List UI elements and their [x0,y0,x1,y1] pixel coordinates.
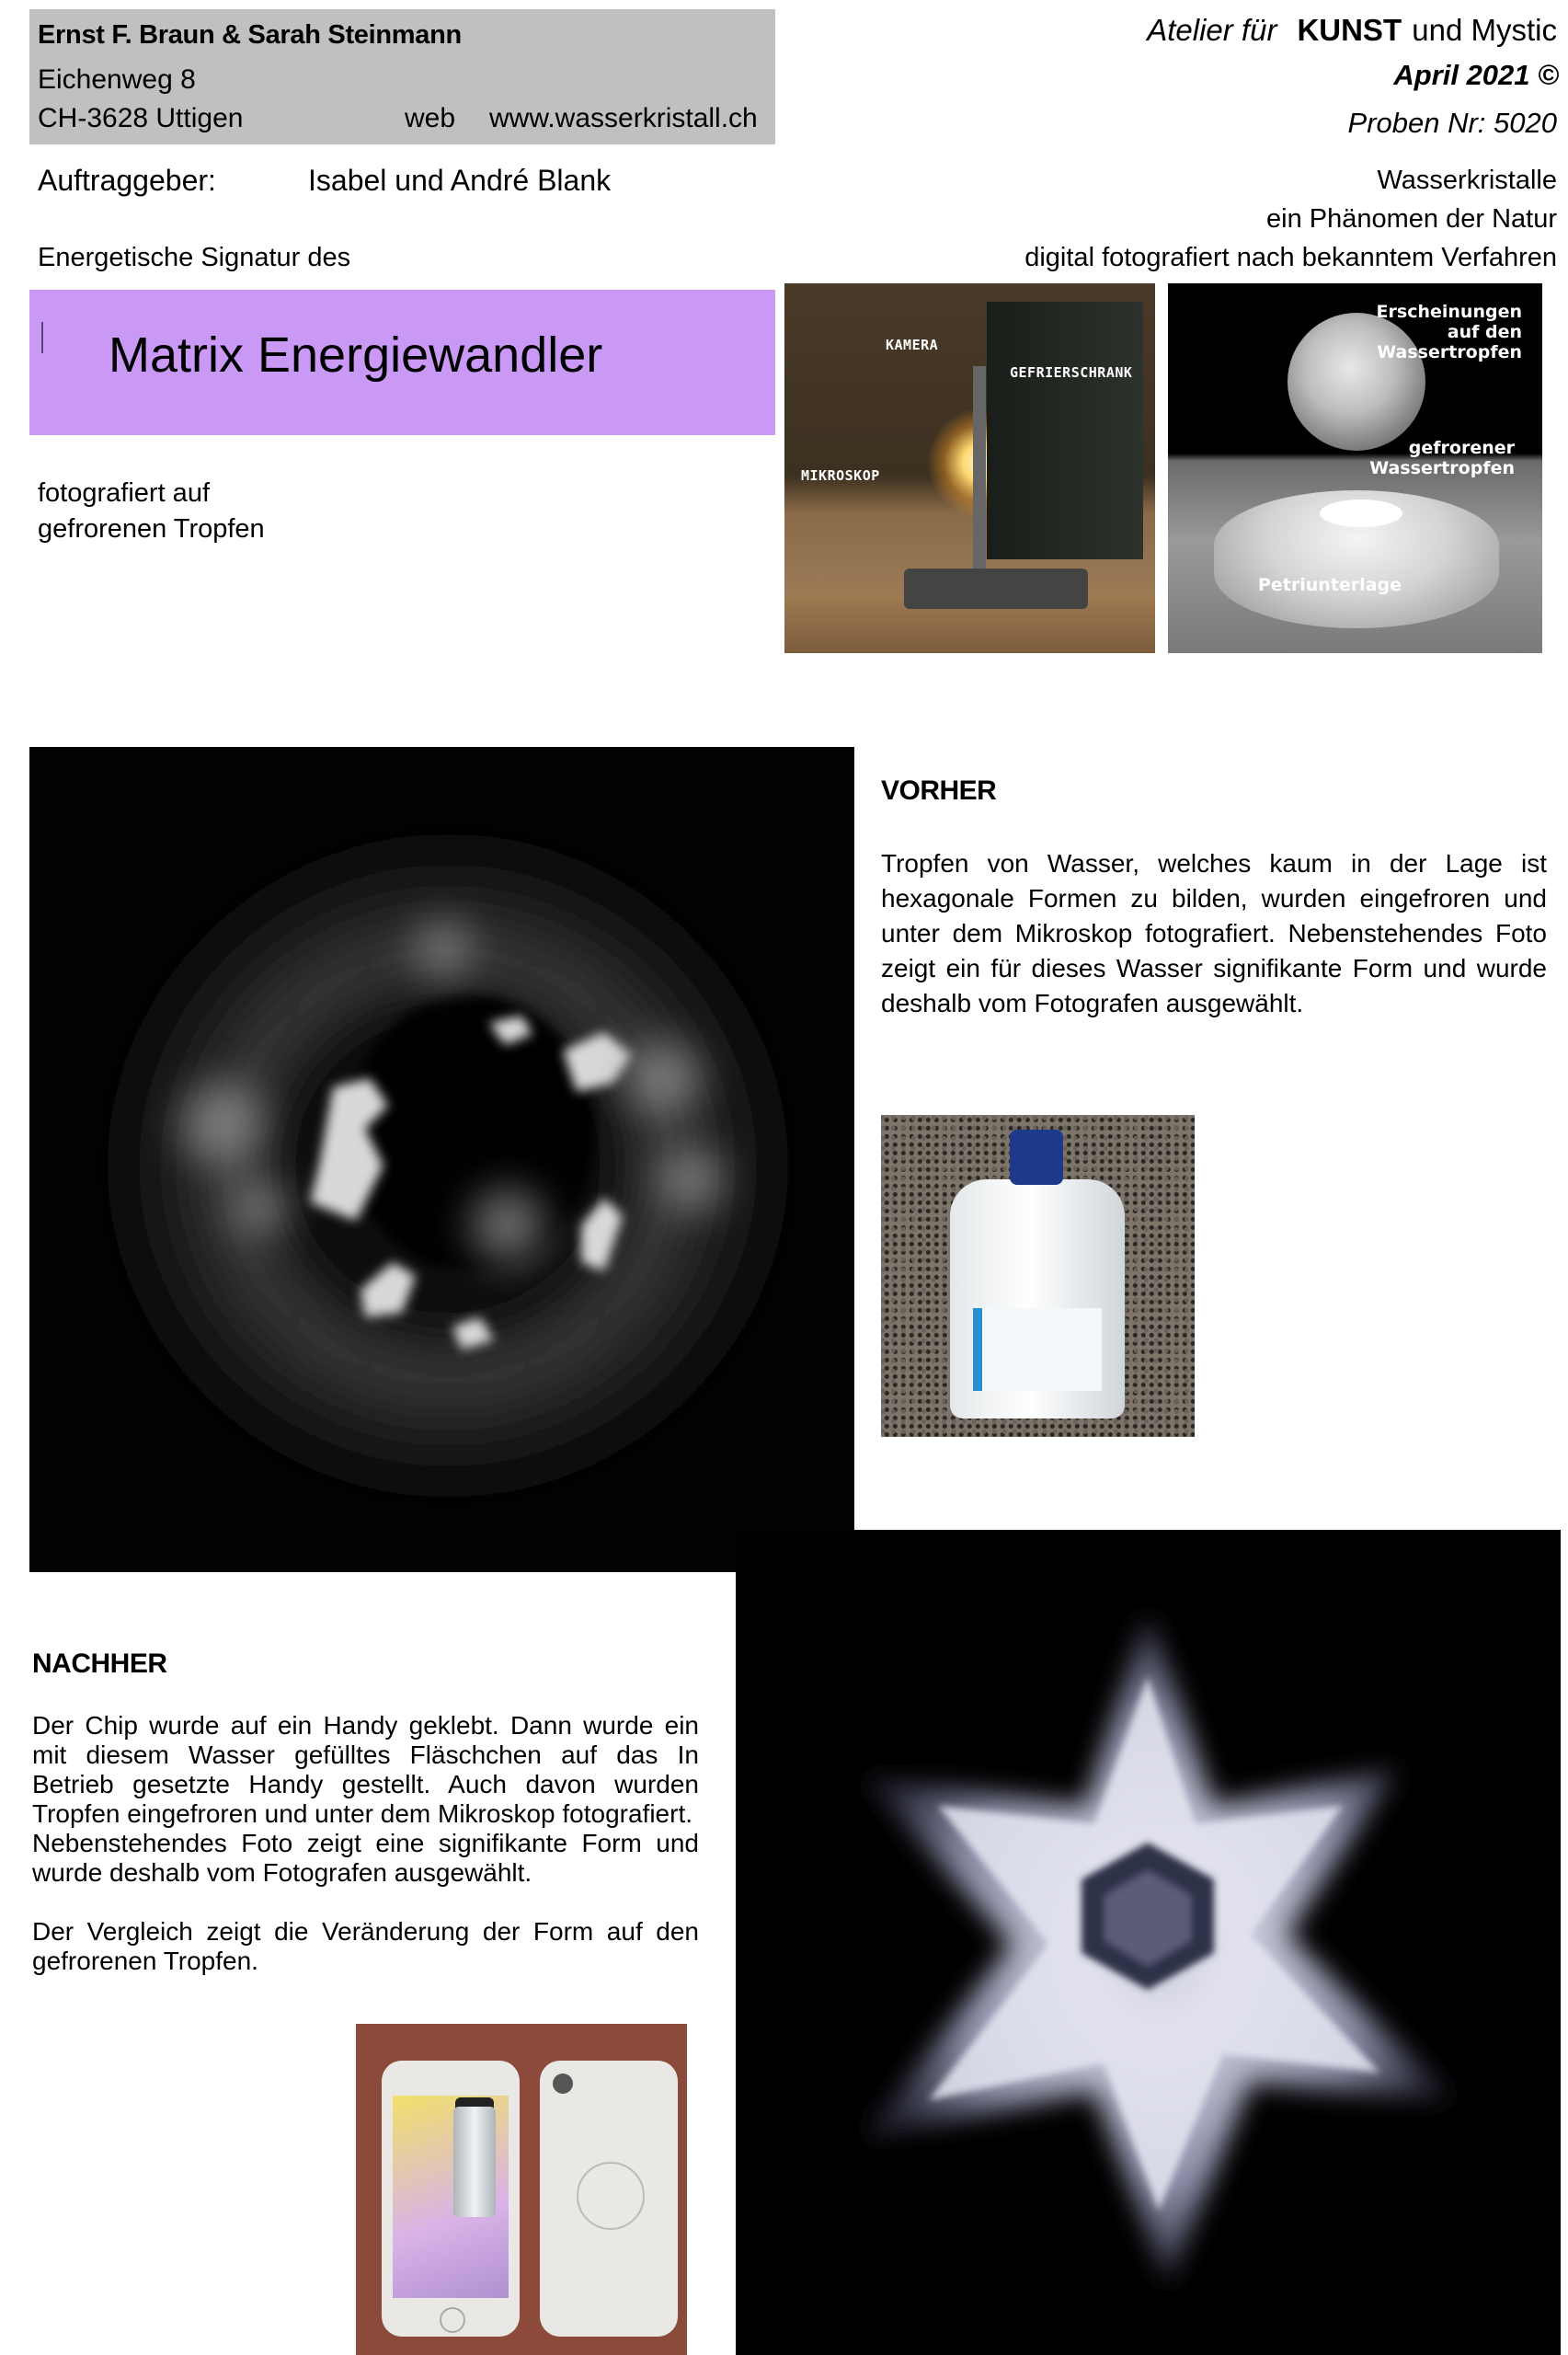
phenomenon-line-2: ein Phänomen der Natur [1266,204,1557,234]
paragraph-gap [32,1888,699,1917]
camera-lens-shape [553,2074,573,2094]
report-date: April 2021 © [1393,59,1559,91]
label-gefrorener [1369,438,1515,478]
text-nachher [32,1711,699,1976]
bottle-cap-shape [1010,1130,1063,1185]
website-link[interactable]: www.wasserkristall.ch [489,103,758,133]
label-mikroskop: MIKROSKOP [801,467,880,484]
text-cursor-mark [41,322,43,353]
text-nachher-para-1: Der Chip wurde auf ein Handy geklebt. Dann wurde ein mit diesem Wasser gefülltes Fläschchen auf das In Betrieb gesetzte Handy gestellt. Auch davon wurden Tropfen eingefroren und unter dem Mikroskop fotografiert. [32,1711,699,1828]
pattern-shape [577,2162,645,2230]
vial-shape [453,2107,496,2217]
crystal-photo-before [29,747,854,1572]
client-label: Auftraggeber: [38,164,216,197]
atelier-heading [1147,13,1557,48]
phenomenon-line-1: Wasserkristalle [1377,166,1557,195]
microscope-base-shape [904,569,1088,609]
client-name: Isabel und André Blank [308,164,612,197]
label-kamera: KAMERA [886,337,939,353]
lab-setup-photo [784,283,1155,653]
photo-caption-line-2: gefrorenen Tropfen [38,514,265,544]
author-names: Ernst F. Braun & Sarah Steinmann [38,20,462,50]
label-gefrorener-line-1: gefrorener [1408,438,1515,458]
label-erscheinungen-line-2: auf den [1447,322,1522,342]
label-gefrorener-line-2: Wassertropfen [1369,458,1515,478]
label-petriunterlage: Petriunterlage [1258,575,1402,595]
freezer-shape [987,302,1143,559]
sample-number: Proben Nr: 5020 [1347,107,1557,139]
phone-back-shape [540,2061,678,2337]
phones-photo [356,2024,687,2355]
photo-caption-line-1: fotografiert auf [38,478,210,508]
label-erscheinungen-line-3: Wassertropfen [1377,342,1522,362]
home-button-shape [440,2307,465,2333]
photo-caption [38,476,265,547]
text-nachher-para-2: Nebenstehendes Foto zeigt eine signifikante Form und wurde deshalb vom Fotografen ausgewählt. [32,1829,699,1887]
phenomenon-line-3: digital fotografiert nach bekanntem Verfahren [1024,243,1557,272]
bottle-label-shape [973,1308,1102,1391]
atelier-kunst: KUNST [1297,13,1402,47]
label-erscheinungen-line-1: Erscheinungen [1376,302,1522,322]
frozen-drop-shape [1320,500,1402,527]
product-title: Matrix Energiewandler [109,327,603,383]
water-bottle-photo [881,1115,1195,1437]
microscope-stand-shape [973,366,986,569]
crystal-before-graphic [29,747,854,1572]
label-gefrierschrank: GEFRIERSCHRANK [1010,364,1133,381]
address-city: CH-3628 Uttigen [38,103,244,133]
crystal-photo-after [736,1530,1561,2355]
atelier-rest: und Mystic [1412,13,1557,47]
web-label: web [405,103,456,133]
address-street: Eichenweg 8 [38,64,196,95]
heading-vorher: VORHER [881,775,997,806]
signature-label: Energetische Signatur des [38,243,351,272]
text-vorher: Tropfen von Wasser, welches kaum in der Lage ist hexagonale Formen zu bilden, wurden eingefroren und unter dem Mikroskop fotografiert. Nebenstehendes Foto zeigt ein für dieses Wasser signifikante Form und wurde deshalb vom Fotografen ausgewählt. [881,849,1547,1017]
heading-nachher: NACHHER [32,1648,167,1679]
phone-front-shape [382,2061,520,2337]
text-nachher-para-3: Der Vergleich zeigt die Veränderung der Form auf den gefrorenen Tropfen. [32,1917,699,1975]
crystal-after-graphic [736,1530,1561,2355]
atelier-prefix: Atelier für [1147,13,1277,47]
petri-dish-photo [1168,283,1542,653]
label-erscheinungen [1377,302,1522,362]
